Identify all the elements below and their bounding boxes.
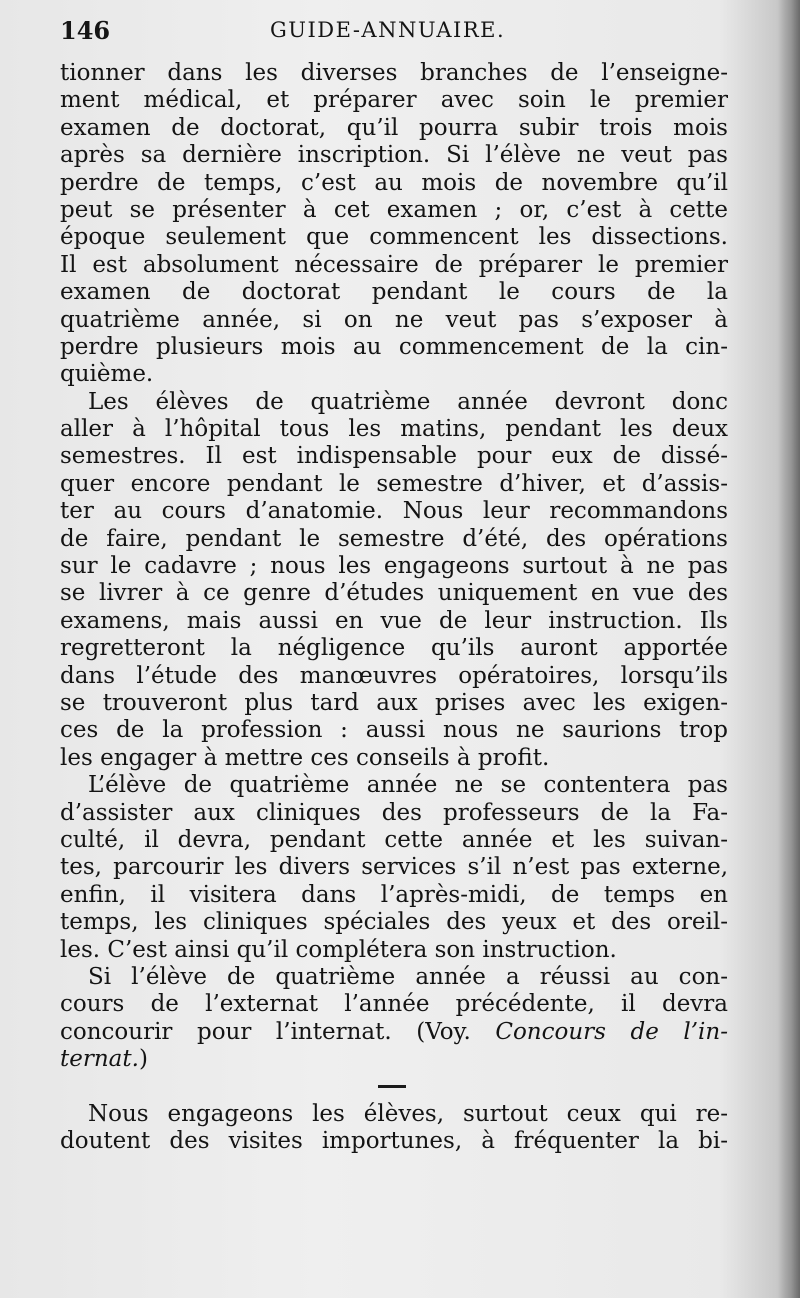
italic-reference: ternat. <box>60 1046 139 1073</box>
dash-rule <box>378 1085 406 1088</box>
text-line: dans l’étude des manœuvres opératoires, lorsqu’ils <box>60 662 728 689</box>
text-line: ces de la profession : aussi nous ne saurions trop <box>60 717 728 744</box>
text-line: sur le cadavre ; nous les engageons surtout à ne pas <box>60 553 728 580</box>
text-line: aller à l’hôpital tous les matins, pendant les deux <box>60 416 728 443</box>
text-line: Si l’élève de quatrième année a réussi au con- <box>88 963 728 990</box>
text-line: semestres. Il est indispensable pour eux de dissé- <box>60 443 728 470</box>
text-line: enfin, il visitera dans l’après-midi, de temps en <box>60 881 728 908</box>
text-line: doutent des visites importunes, à fréquenter la bi- <box>60 1128 728 1155</box>
text-line: culté, il devra, pendant cette année et les suivan- <box>60 826 728 853</box>
text-line: les engager à mettre ces conseils à profit. <box>60 744 550 771</box>
text-line: peut se présenter à cet examen ; or, c’est à cette <box>60 196 728 223</box>
text-line: perdre de temps, c’est au mois de novembre qu’il <box>60 169 728 196</box>
text-line: Les élèves de quatrième année devront donc <box>88 388 728 415</box>
text-line: examens, mais aussi en vue de leur instruction. Ils <box>60 607 728 634</box>
body-text <box>60 60 728 1156</box>
text-line: tionner dans les diverses branches de l’enseigne- <box>60 60 728 86</box>
text-line: regretteront la négligence qu’ils auront apportée <box>60 635 728 662</box>
text-line: L’élève de quatrième année ne se contentera pas <box>88 772 728 799</box>
text-run: ) <box>138 1046 148 1073</box>
text-line: examen de doctorat pendant le cours de la <box>60 279 728 306</box>
text-line: Nous engageons les élèves, surtout ceux qui re- <box>88 1100 728 1127</box>
text-line: ment médical, et préparer avec soin le premier <box>60 87 728 114</box>
text-line: se livrer à ce genre d’études uniquement en vue des <box>60 580 728 607</box>
text-run: concourir pour l’internat. (Voy. <box>60 1018 496 1045</box>
page-number: 146 <box>60 16 111 45</box>
running-title: GUIDE-ANNUAIRE. <box>270 18 506 42</box>
text-line: quatrième année, si on ne veut pas s’exposer à <box>60 306 728 333</box>
text-line: Il est absolument nécessaire de préparer le premier <box>60 251 728 278</box>
text-line: d’assister aux cliniques des professeurs de la Fa- <box>60 799 728 826</box>
text-line: temps, les cliniques spéciales des yeux et des oreil- <box>60 909 728 936</box>
text-line: tes, parcourir les divers services s’il n’est pas externe, <box>60 854 728 881</box>
text-line <box>60 1019 728 1046</box>
text-line: se trouveront plus tard aux prises avec les exigen- <box>60 689 728 716</box>
text-line: après sa dernière inscription. Si l’élève ne veut pas <box>60 142 728 169</box>
text-line: quer encore pendant le semestre d’hiver, et d’assis- <box>60 470 728 497</box>
section-divider <box>60 1073 728 1100</box>
page-header <box>60 16 740 50</box>
text-line: cours de l’externat l’année précédente, il devra <box>60 991 728 1018</box>
text-line: de faire, pendant le semestre d’été, des opérations <box>60 525 728 552</box>
text-line: ter au cours d’anatomie. Nous leur recommandons <box>60 498 728 525</box>
text-line: examen de doctorat, qu’il pourra subir trois mois <box>60 114 728 141</box>
text-line <box>60 1046 728 1073</box>
text-line: époque seulement que commencent les dissections. <box>60 224 728 251</box>
text-line: quième. <box>60 361 154 388</box>
text-line: perdre plusieurs mois au commencement de la cin- <box>60 333 728 360</box>
text-line: les. C’est ainsi qu’il complétera son instruction. <box>60 936 617 963</box>
page-spine-shadow <box>778 0 800 1298</box>
italic-reference: Concours de l’in- <box>495 1018 728 1045</box>
